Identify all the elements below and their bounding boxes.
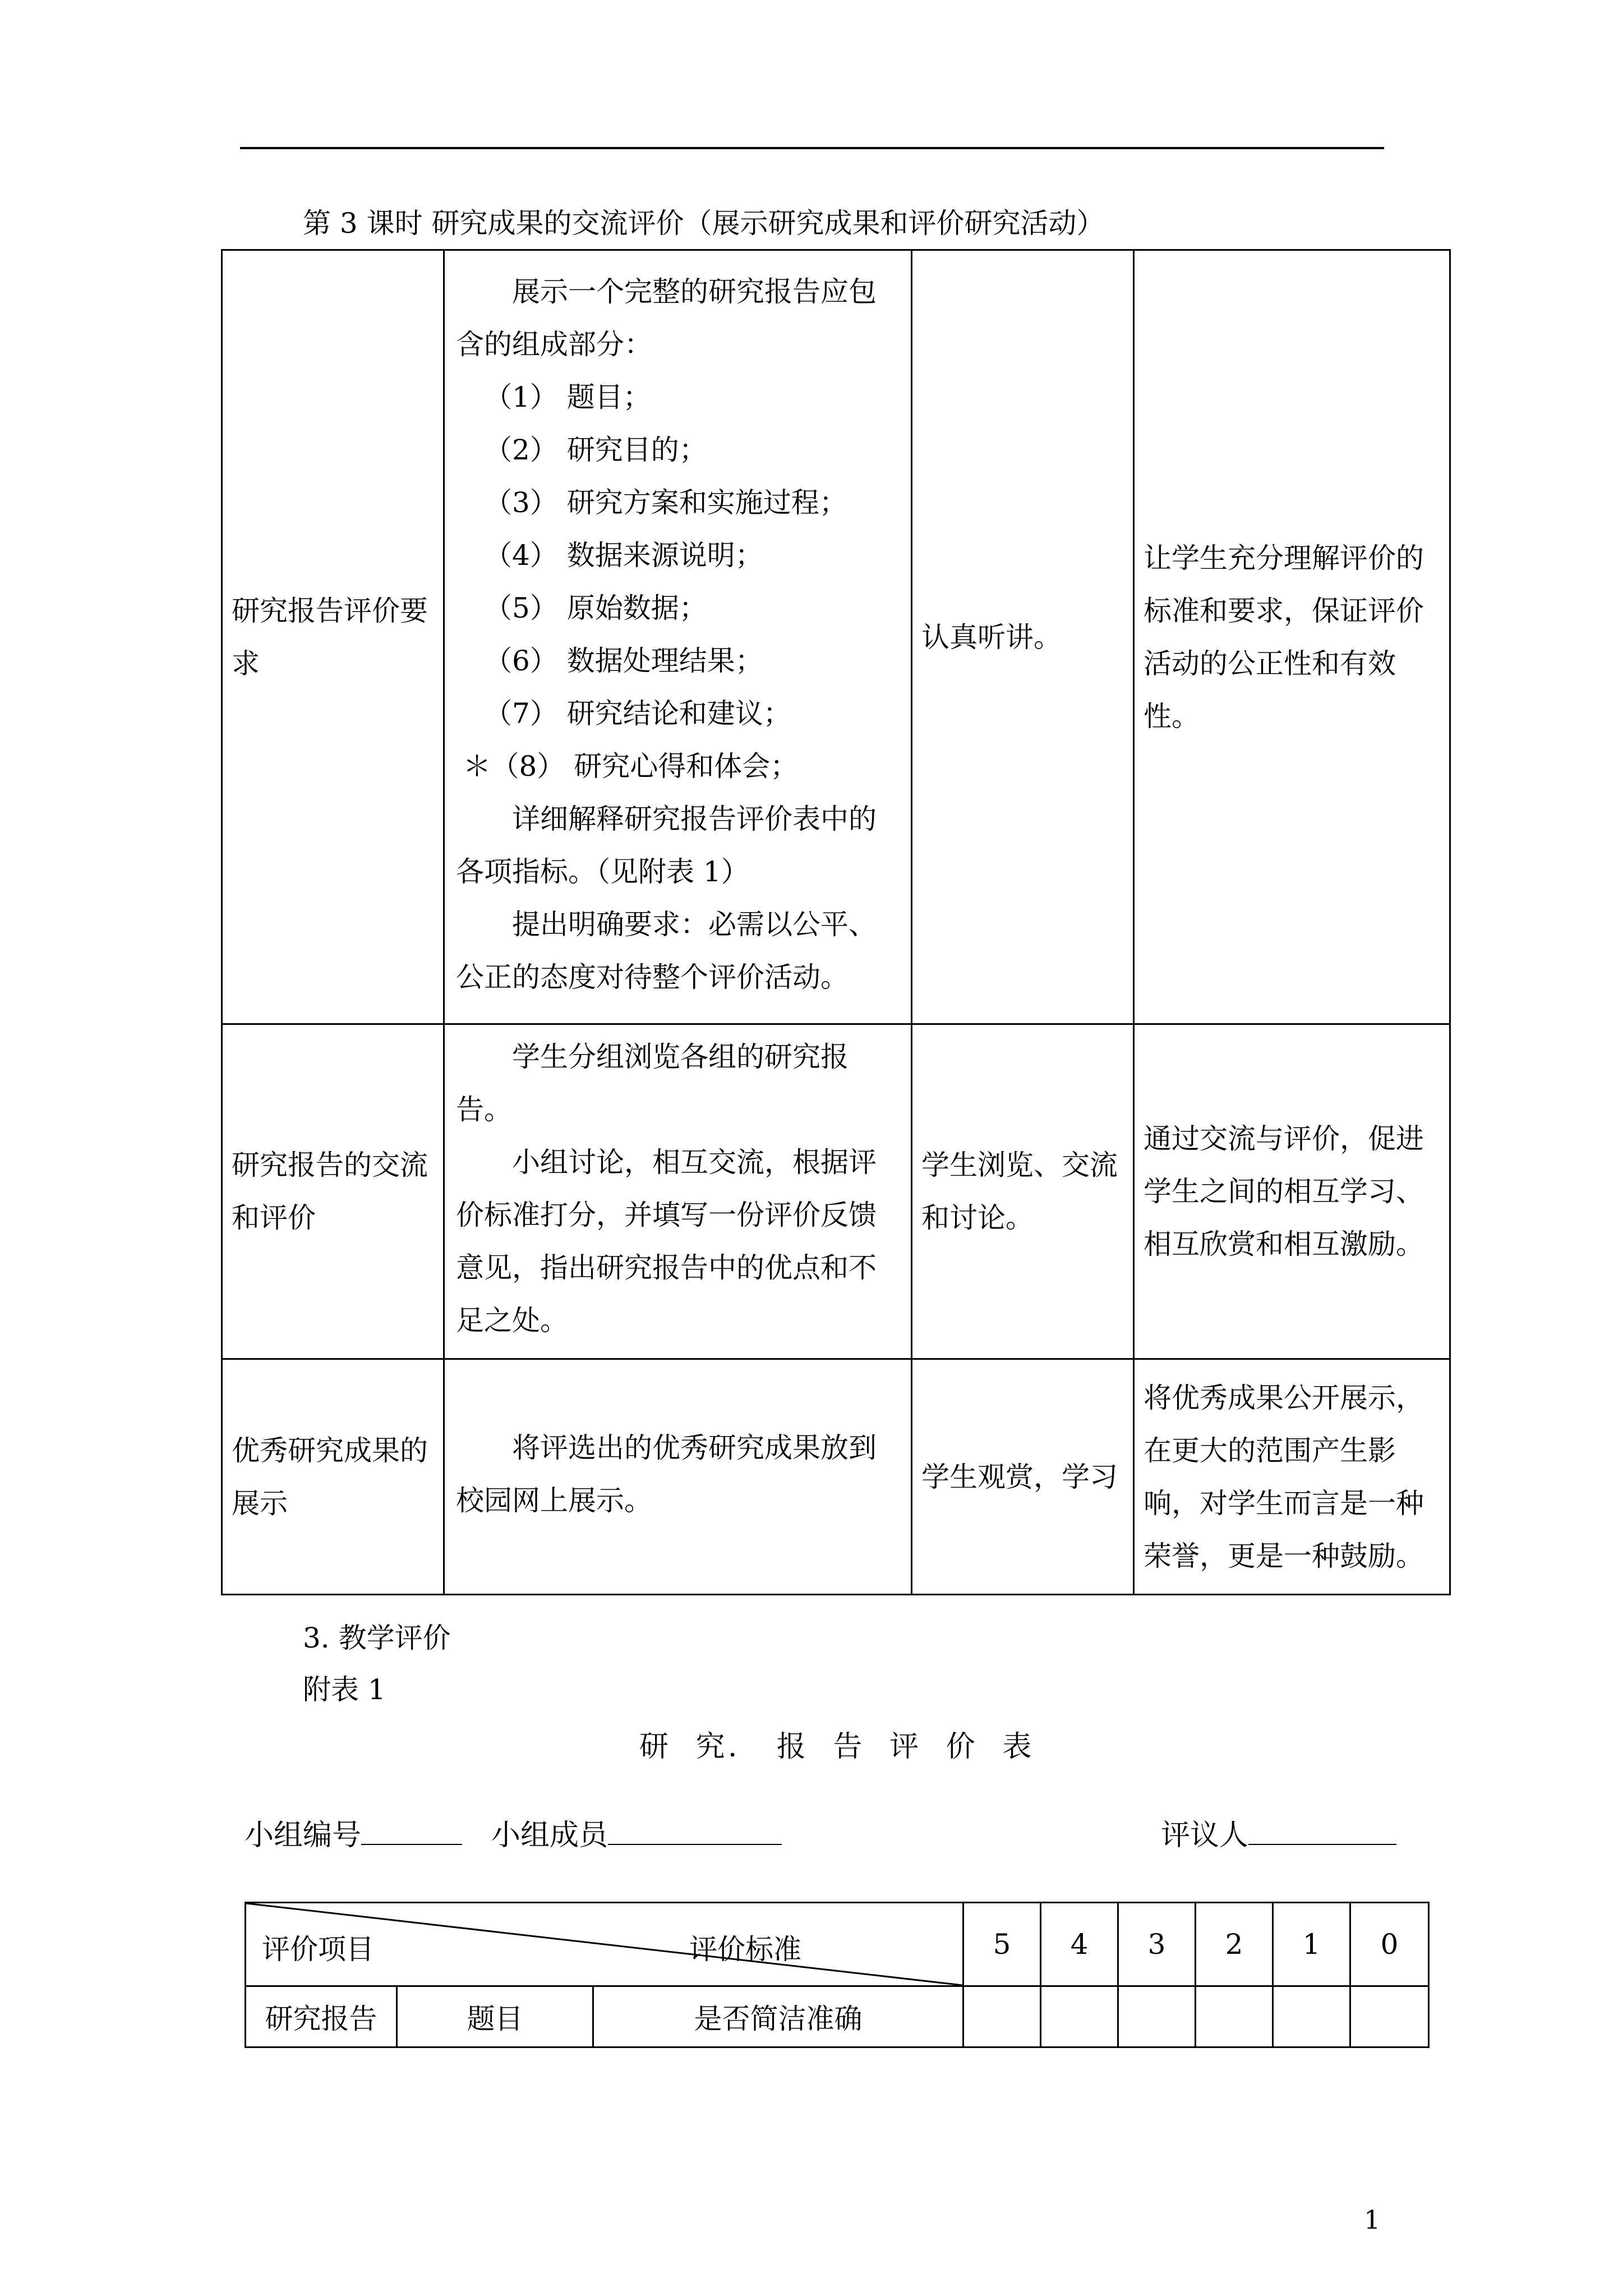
student-activity-cell — [912, 250, 1134, 1024]
header-rule — [240, 147, 1384, 149]
student-activity-text: 学生观赏，学习 — [921, 1460, 1118, 1493]
section-heading: 3. 教学评价 — [303, 1622, 451, 1654]
list-item: （1） 题目； — [484, 380, 651, 413]
group-members-blank[interactable] — [608, 1818, 782, 1845]
score-header: 0 — [1350, 1903, 1429, 1986]
text-line: 提出明确要求：必需以公平、公正的态度对待整个评价活动。 — [456, 908, 877, 993]
list-item: （4） 数据来源说明； — [484, 539, 763, 572]
list-item: ＊（8） 研究心得和体会； — [463, 749, 799, 783]
student-activity-text: 学生浏览、交流和讨论。 — [921, 1149, 1118, 1234]
text-line: 将评选出的优秀研究成果放到校园网上展示。 — [456, 1431, 877, 1517]
list-item: （5） 原始数据； — [484, 591, 707, 624]
text-line: 学生分组浏览各组的研究报告。 — [456, 1041, 849, 1126]
score-cell[interactable] — [1118, 1986, 1196, 2047]
header-item-label: 评价项目 — [262, 1933, 374, 1966]
score-cell[interactable] — [1273, 1986, 1350, 2047]
teacher-activity-cell — [444, 1359, 912, 1595]
score-cell[interactable] — [1350, 1986, 1429, 2047]
stage-cell — [222, 1024, 444, 1359]
group-number-blank[interactable] — [361, 1818, 462, 1845]
reviewer-blank[interactable] — [1248, 1818, 1396, 1845]
design-intent-text: 让学生充分理解评价的标准和要求，保证评价活动的公正性和有效性。 — [1144, 541, 1424, 733]
evaluation-table — [245, 1902, 1430, 2048]
text-line: 展示一个完整的研究报告应包含的组成部分： — [456, 275, 877, 361]
score-header: 5 — [963, 1903, 1041, 1986]
score-header: 3 — [1118, 1903, 1196, 1986]
design-intent-cell — [1134, 1359, 1450, 1595]
stage-label: 优秀研究成果的展示 — [232, 1434, 428, 1520]
group-number-field — [245, 1818, 462, 1853]
text-line: 详细解释研究报告评价表中的各项指标。（见附表 1） — [456, 802, 877, 888]
session-title: 第 3 课时 研究成果的交流评价（展示研究成果和评价研究活动） — [303, 207, 1105, 240]
score-header: 2 — [1196, 1903, 1273, 1986]
lesson-plan-table — [221, 249, 1451, 1595]
table-row — [222, 1359, 1450, 1595]
group-members-label: 小组成员 — [491, 1819, 608, 1852]
list-item: （7） 研究结论和建议； — [484, 697, 791, 730]
list-item: （6） 数据处理结果； — [484, 644, 763, 677]
table-header-row — [246, 1903, 1429, 1986]
teacher-activity-cell — [444, 1024, 912, 1359]
table-row — [222, 250, 1450, 1024]
teacher-activity-cell — [444, 250, 912, 1024]
table-row — [246, 1986, 1429, 2047]
student-activity-cell — [912, 1359, 1134, 1595]
score-cell[interactable] — [1196, 1986, 1273, 2047]
score-header: 4 — [1041, 1903, 1118, 1986]
list-item: （3） 研究方案和实施过程； — [484, 486, 847, 519]
group-members-field — [491, 1818, 782, 1853]
item-cell: 题目 — [397, 1986, 593, 2047]
list-item: （2） 研究目的； — [484, 433, 707, 466]
criterion-cell: 是否简洁准确 — [593, 1986, 963, 2047]
stage-label: 研究报告的交流和评价 — [232, 1149, 428, 1234]
group-number-label: 小组编号 — [245, 1819, 362, 1852]
stage-label: 研究报告评价要求 — [232, 594, 428, 680]
header-criteria-label: 评价标准 — [689, 1933, 801, 1966]
reviewer-field — [1161, 1818, 1396, 1853]
category-cell: 研究报告 — [246, 1986, 397, 2047]
diagonal-header-cell — [246, 1903, 963, 1986]
table-row — [222, 1024, 1450, 1359]
stage-cell — [222, 1359, 444, 1595]
stage-cell — [222, 250, 444, 1024]
design-intent-cell — [1134, 250, 1450, 1024]
design-intent-text: 通过交流与评价，促进学生之间的相互学习、相互欣赏和相互激励。 — [1144, 1122, 1424, 1260]
score-cell[interactable] — [963, 1986, 1041, 2047]
score-header: 1 — [1273, 1903, 1350, 1986]
page-number: 1 — [1364, 2205, 1381, 2235]
design-intent-text: 将优秀成果公开展示，在更大的范围产生影响，对学生而言是一种荣誉，更是一种鼓励。 — [1144, 1381, 1424, 1572]
form-title: 研 究. 报 告 评 价 表 — [639, 1730, 1035, 1764]
reviewer-label: 评议人 — [1161, 1819, 1249, 1852]
student-activity-cell — [912, 1024, 1134, 1359]
appendix-label: 附表 1 — [303, 1673, 386, 1706]
student-activity-text: 认真听讲。 — [921, 620, 1062, 654]
design-intent-cell — [1134, 1024, 1450, 1359]
text-line: 小组讨论，相互交流，根据评价标准打分，并填写一份评价反馈意见，指出研究报告中的优点和不足之处。 — [456, 1146, 877, 1337]
score-cell[interactable] — [1041, 1986, 1118, 2047]
